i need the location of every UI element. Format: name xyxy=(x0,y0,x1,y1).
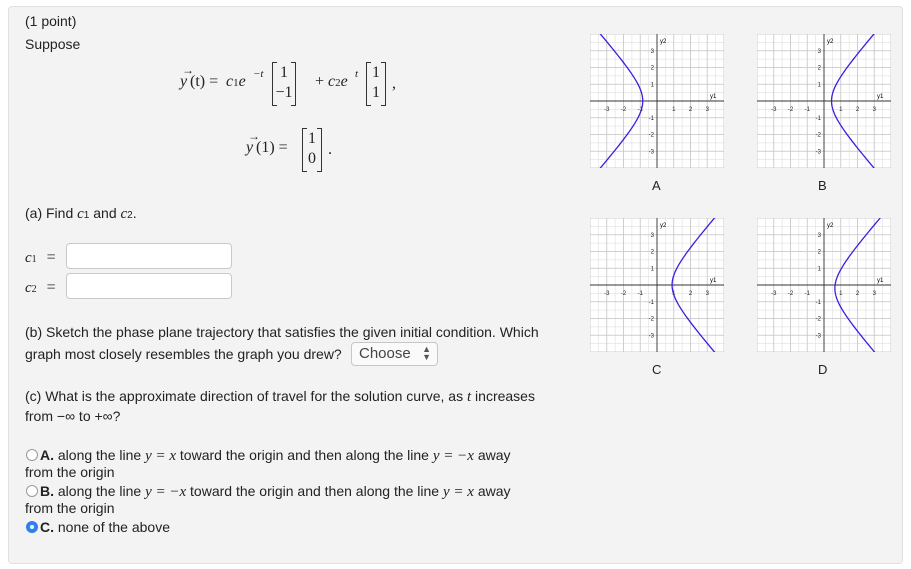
x-tick-label: -3 xyxy=(604,291,610,297)
y-tick-label: 2 xyxy=(650,249,654,256)
graph-label-a: A xyxy=(652,178,661,193)
x-tick-label: 1 xyxy=(839,107,843,113)
exp-1: −t xyxy=(253,68,264,80)
x-tick-label: 3 xyxy=(705,107,709,113)
graph-label-d: D xyxy=(818,362,828,377)
c2-symbol: c xyxy=(328,73,336,90)
x-tick-label: -1 xyxy=(804,291,810,297)
c1-sub: 1 xyxy=(233,77,239,89)
c2-label: c2 = xyxy=(25,279,56,296)
x-tick-label: 2 xyxy=(855,291,860,297)
phase-graph-c xyxy=(590,218,724,352)
y-tick-label: -2 xyxy=(815,132,821,139)
part-a-post: . xyxy=(132,205,137,221)
part-a-and: and xyxy=(89,205,121,221)
option-a-radio[interactable] xyxy=(26,449,38,461)
vector-3-top: 1 xyxy=(308,130,316,147)
option-c-radio[interactable] xyxy=(26,521,38,533)
vector-2-bottom: 1 xyxy=(372,84,380,101)
x-tick-label: 3 xyxy=(872,107,876,113)
part-b-line2: graph most closely resembles the graph you drew? xyxy=(25,346,342,362)
y-tick-label: 2 xyxy=(650,65,654,72)
x-tick-label: -2 xyxy=(787,291,794,297)
y1-axis-label: y1 xyxy=(877,94,884,100)
y-tick-label: -3 xyxy=(815,333,821,340)
vector-3 xyxy=(302,128,322,172)
y-tick-label: -3 xyxy=(815,149,821,156)
y-tick-label: -2 xyxy=(648,316,654,323)
y-tick-label: -1 xyxy=(815,115,821,122)
y-tick-label: -1 xyxy=(815,299,821,306)
suppose-label: Suppose xyxy=(25,36,81,52)
y-tick-label: 1 xyxy=(650,266,654,273)
option-b-radio[interactable] xyxy=(26,485,38,497)
c1-input[interactable] xyxy=(66,243,232,269)
exp-2: t xyxy=(355,68,359,80)
graph-choice-select[interactable] xyxy=(351,342,438,366)
part-a-pre: (a) Find xyxy=(25,205,78,221)
y-tick-label: 2 xyxy=(817,65,821,72)
x-tick-label: -1 xyxy=(804,107,810,113)
vector-1 xyxy=(272,62,296,106)
initial-condition xyxy=(246,126,356,174)
y2-axis-label: y2 xyxy=(827,223,834,229)
vector-1-top: 1 xyxy=(280,64,288,81)
option-c-text: C. none of the above xyxy=(40,519,170,535)
solution-equation xyxy=(180,60,420,120)
vector-2 xyxy=(366,62,386,106)
init-lhs: (1) = xyxy=(256,139,288,156)
y2-axis-label: y2 xyxy=(660,223,667,229)
part-c-line2: from −∞ to +∞? xyxy=(25,408,121,424)
c2-sub: 2 xyxy=(335,77,341,89)
x-tick-label: -3 xyxy=(771,291,777,297)
option-a-text: A. along the line y = x toward the origin and then along the line y = −x away xyxy=(40,447,511,464)
x-tick-label: -3 xyxy=(604,107,610,113)
y-vector-symbol: → y xyxy=(180,63,194,90)
x-tick-label: -2 xyxy=(620,107,627,113)
y-tick-label: -3 xyxy=(648,333,654,340)
option-b-text-2: from the origin xyxy=(25,500,115,516)
phase-graph-d xyxy=(757,218,891,352)
e-symbol-2: e xyxy=(340,73,348,90)
x-tick-label: -2 xyxy=(620,291,627,297)
y-tick-label: 1 xyxy=(650,82,654,89)
x-tick-label: -3 xyxy=(771,107,777,113)
option-b-text: B. along the line y = −x toward the origin and then along the line y = x away xyxy=(40,483,511,500)
part-c-line1: (c) What is the approximate direction of travel for the solution curve, as t increases xyxy=(25,388,535,405)
part-a-question xyxy=(25,204,137,225)
y-vector-symbol-2: → y xyxy=(246,129,260,156)
x-tick-label: -1 xyxy=(637,107,643,113)
vector-1-bottom: −1 xyxy=(275,84,293,101)
comma: , xyxy=(392,75,396,92)
y1-axis-label: y1 xyxy=(877,278,884,284)
phase-graph-b xyxy=(757,34,891,168)
vector-2-top: 1 xyxy=(372,64,380,81)
y-tick-label: 3 xyxy=(650,48,654,55)
y1-axis-label: y1 xyxy=(710,94,717,100)
y2-axis-label: y2 xyxy=(660,39,667,45)
select-arrows-icon: ▲ ▼ xyxy=(422,344,431,362)
y-tick-label: 1 xyxy=(817,82,821,89)
graph-label-c: C xyxy=(652,362,662,377)
x-tick-label: 2 xyxy=(855,107,860,113)
y-tick-label: 1 xyxy=(817,266,821,273)
c2-input[interactable] xyxy=(66,273,232,299)
vector-3-bottom: 0 xyxy=(308,150,316,167)
y-tick-label: -1 xyxy=(648,299,654,306)
part-a-c2: c xyxy=(120,206,128,222)
select-value: Choose xyxy=(359,345,411,362)
x-tick-label: -2 xyxy=(787,107,794,113)
part-a-c1: c xyxy=(77,206,84,222)
part-a-c1-sub: 1 xyxy=(83,210,90,221)
e-symbol-1: e xyxy=(238,73,246,90)
y1-axis-label: y1 xyxy=(710,278,717,284)
y-tick-label: -2 xyxy=(648,132,654,139)
points-label: (1 point) xyxy=(25,13,77,29)
c1-symbol: c xyxy=(226,73,234,90)
x-tick-label: 1 xyxy=(672,107,676,113)
x-tick-label: 3 xyxy=(705,291,709,297)
x-tick-label: 2 xyxy=(688,107,693,113)
part-b-line1: (b) Sketch the phase plane trajectory that satisfies the given initial condition. Which xyxy=(25,324,539,340)
plus-sign: + xyxy=(315,73,325,90)
y-tick-label: 3 xyxy=(817,232,821,239)
x-tick-label: -1 xyxy=(637,291,643,297)
graph-label-b: B xyxy=(818,178,827,193)
y-tick-label: 3 xyxy=(817,48,821,55)
part-a-c2-sub: 2 xyxy=(127,210,133,221)
x-tick-label: 3 xyxy=(872,291,876,297)
eq-lhs: (t) = xyxy=(190,73,219,90)
y-tick-label: -1 xyxy=(648,115,654,122)
y-tick-label: -2 xyxy=(815,316,821,323)
y-tick-label: 2 xyxy=(817,249,821,256)
x-tick-label: 1 xyxy=(672,291,676,297)
c1-label: c1 = xyxy=(25,249,56,266)
phase-graph-a xyxy=(590,34,724,168)
y2-axis-label: y2 xyxy=(827,39,834,45)
x-tick-label: 1 xyxy=(839,291,843,297)
option-a-text-2: from the origin xyxy=(25,464,115,480)
y-tick-label: -3 xyxy=(648,149,654,156)
x-tick-label: 2 xyxy=(688,291,693,297)
y-tick-label: 3 xyxy=(650,232,654,239)
period: . xyxy=(328,141,332,158)
